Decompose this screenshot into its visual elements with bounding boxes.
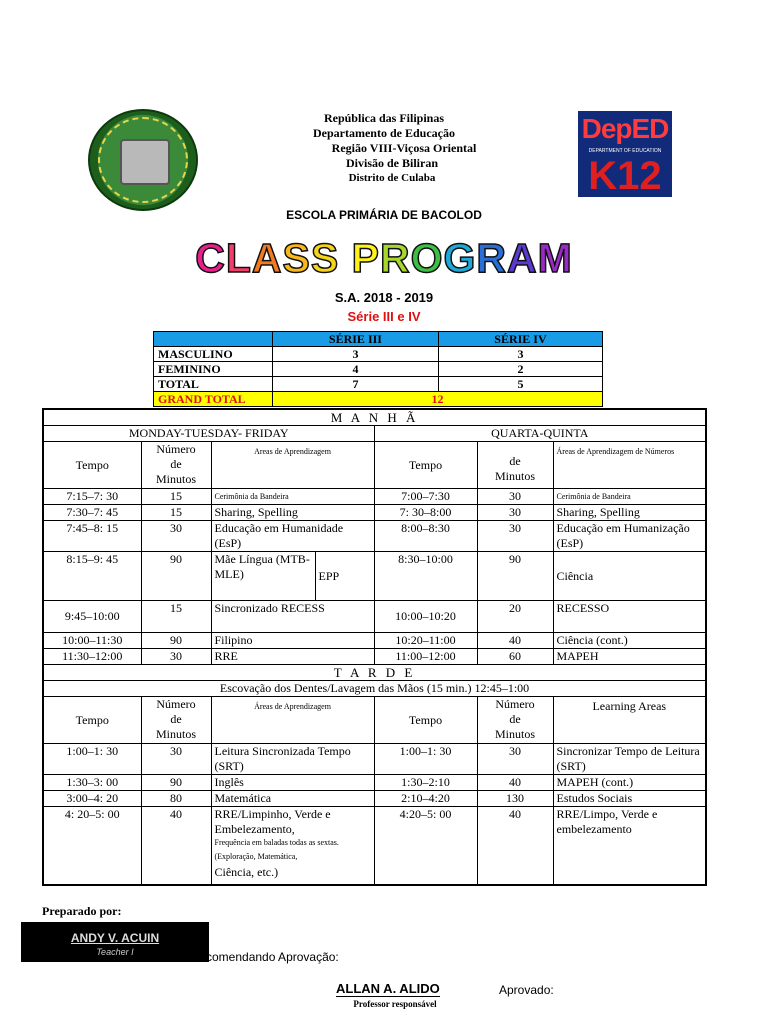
enrollment-label: MASCULINO (154, 347, 273, 362)
col-minutos-1: Número (495, 697, 535, 711)
area-cell: Cerimônia de Bandeira (553, 489, 706, 505)
minutes-cell: 15 (141, 505, 211, 521)
day-header-row (43, 426, 706, 442)
area-note-2: (Exploração, Matemática, (214, 852, 298, 861)
enrollment-header-cell (154, 332, 273, 347)
deped-logo-subtext: DEPARTMENT OF EDUCATION (578, 147, 672, 155)
left-day-label: MONDAY-TUESDAY- FRIDAY (43, 426, 374, 442)
title-letter: R (476, 235, 507, 281)
header-line-3: Região VIII-Viçosa Oriental (331, 141, 477, 155)
schedule-row (43, 807, 706, 885)
col-minutos-3: Minutos (155, 472, 196, 486)
area-cell: Ciência (cont.) (553, 633, 706, 649)
principal-role: Professor responsável (353, 999, 437, 1009)
title-letter: L (225, 235, 252, 281)
schedule-row (43, 505, 706, 521)
grand-total-row (154, 392, 603, 407)
minutes-cell: 80 (141, 791, 211, 807)
area-text-end: Ciência, etc.) (214, 865, 279, 879)
afternoon-col-areas-right: Learning Areas (553, 697, 706, 744)
teacher-name: ANDY V. ACUIN (70, 931, 160, 945)
minutes-cell: 30 (477, 744, 553, 775)
col-areas-right-fragment (481, 442, 550, 454)
schedule-row (43, 649, 706, 665)
minutes-cell: 30 (141, 521, 211, 552)
minutes-cell: 40 (141, 807, 211, 885)
page-title (0, 232, 768, 284)
area-cell: MAPEH (cont.) (553, 775, 706, 791)
area-cell: Sincronizado RECESS (211, 601, 374, 633)
enrollment-value: 2 (438, 362, 602, 377)
time-cell: 8:30–10:00 (374, 552, 477, 601)
area-cell: Mãe Língua (MTB-MLE) (211, 552, 315, 601)
area-cell: Ciência (553, 552, 706, 601)
afternoon-note-row (43, 681, 706, 697)
area-cell: Leitura Sincronizada Tempo (SRT) (211, 744, 374, 775)
area-note: Frequência em baladas todas as sextas. (214, 838, 339, 847)
col-tempo: Tempo (43, 697, 141, 744)
time-cell: 7: 30–8:00 (374, 505, 477, 521)
enrollment-header-row (154, 332, 603, 347)
col-areas-right: Áreas de Aprendizagem de Números (553, 442, 706, 489)
schedule-row (43, 775, 706, 791)
area-cell-epp: EPP (315, 552, 374, 601)
principal-name: ALLAN A. ALIDO (336, 981, 440, 996)
col-tempo-right: Tempo (374, 442, 477, 489)
enrollment-row (154, 362, 603, 377)
time-cell: 4: 20–5: 00 (43, 807, 141, 885)
minutes-cell: 30 (477, 489, 553, 505)
minutes-cell: 90 (141, 552, 211, 601)
col-minutos-right (477, 442, 553, 489)
col-minutos-1: Número (156, 697, 196, 711)
title-letter: P (351, 235, 380, 281)
col-minutos (141, 697, 211, 744)
area-cell: Educação em Humanização (EsP) (553, 521, 706, 552)
minutes-cell: 30 (141, 744, 211, 775)
title-letter: A (251, 235, 283, 281)
morning-section-row (43, 409, 706, 426)
area-cell: RECESSO (553, 601, 706, 633)
time-cell: 7:30–7: 45 (43, 505, 141, 521)
area-cell: Estudos Sociais (553, 791, 706, 807)
enrollment-value: 3 (438, 347, 602, 362)
col-minutos-1: Número (156, 442, 196, 456)
time-cell: 1:30–2:10 (374, 775, 477, 791)
area-cell: Sharing, Spelling (553, 505, 706, 521)
minutes-cell: 30 (141, 649, 211, 665)
afternoon-label: T A R D E (43, 665, 706, 681)
time-cell: 2:10–4:20 (374, 791, 477, 807)
teacher-signature-block (21, 922, 209, 962)
enrollment-value: 7 (273, 377, 439, 392)
schedule-row (43, 744, 706, 775)
enrollment-label: TOTAL (154, 377, 273, 392)
k12-logo-text: K12 (578, 155, 672, 197)
enrollment-row (154, 347, 603, 362)
time-cell: 11:30–12:00 (43, 649, 141, 665)
time-cell: 10:20–11:00 (374, 633, 477, 649)
minutes-cell: 60 (477, 649, 553, 665)
time-cell: 10:00–11:30 (43, 633, 141, 649)
area-cell: Cerimônia da Bandeira (211, 489, 374, 505)
afternoon-column-header-row (43, 697, 706, 744)
enrollment-header-cell: SÉRIE III (273, 332, 439, 347)
col-areas: Areas de Aprendizagem (211, 442, 374, 489)
col-minutos (141, 442, 211, 489)
col-minutos-right-3: Minutos (494, 469, 535, 483)
afternoon-section-row (43, 665, 706, 681)
prepared-by-label: Preparado por: (42, 904, 122, 918)
teacher-role: Teacher I (96, 947, 134, 957)
title-letter: S (282, 235, 311, 281)
minutes-cell: 40 (477, 807, 553, 885)
col-minutos-3: Minutos (155, 727, 196, 741)
col-minutos-2: de (509, 712, 521, 726)
area-cell (211, 807, 374, 885)
area-cell: Matemática (211, 791, 374, 807)
col-minutos-2: de (170, 712, 182, 726)
column-header-row (43, 442, 706, 489)
area-cell: Educação em Humanidade (EsP) (211, 521, 374, 552)
col-minutos-right-2: de (509, 454, 521, 468)
area-cell: RRE (211, 649, 374, 665)
minutes-cell: 40 (477, 775, 553, 791)
header-line-1: República das Filipinas (323, 111, 445, 125)
school-name: ESCOLA PRIMÁRIA DE BACOLOD (286, 208, 482, 222)
minutes-cell: 30 (477, 505, 553, 521)
schedule-row (43, 601, 706, 633)
header-line-5: Distrito de Culaba (348, 172, 436, 184)
minutes-cell: 15 (141, 601, 211, 633)
title-letter: G (443, 235, 477, 281)
time-cell: 7:45–8: 15 (43, 521, 141, 552)
enrollment-header-cell: SÉRIE IV (438, 332, 602, 347)
minutes-cell: 20 (477, 601, 553, 633)
minutes-cell: 90 (477, 552, 553, 601)
schedule-row (43, 791, 706, 807)
area-cell: MAPEH (553, 649, 706, 665)
schedule-row (43, 489, 706, 505)
school-year: S.A. 2018 - 2019 (334, 290, 434, 305)
time-cell: 1:30–3: 00 (43, 775, 141, 791)
afternoon-note: Escovação dos Dentes/Lavagem das Mãos (15 min.) 12:45–1:00 (43, 681, 706, 697)
col-minutos-right (477, 697, 553, 744)
area-cell: RRE/Limpo, Verde e embelezamento (553, 807, 706, 885)
area-cell: Filipino (211, 633, 374, 649)
afternoon-col-areas-left: Áreas de Aprendizagem (211, 697, 374, 744)
col-tempo: Tempo (43, 442, 141, 489)
grand-total-value: 12 (273, 392, 603, 407)
time-cell: 8:15–9: 45 (43, 552, 141, 601)
time-cell: 7:15–7: 30 (43, 489, 141, 505)
schedule-row (43, 521, 706, 552)
area-cell: Sincronizar Tempo de Leitura (SRT) (553, 744, 706, 775)
time-cell: 1:00–1: 30 (43, 744, 141, 775)
enrollment-value: 3 (273, 347, 439, 362)
enrollment-value: 4 (273, 362, 439, 377)
minutes-cell: 15 (141, 489, 211, 505)
col-tempo-right: Tempo (374, 697, 477, 744)
title-letter: S (310, 235, 340, 281)
col-minutos-3: Minutos (494, 727, 535, 741)
morning-label: M A N H Ã (43, 409, 706, 426)
minutes-cell: 90 (141, 633, 211, 649)
grand-total-label: GRAND TOTAL (154, 392, 273, 407)
title-letter: O (410, 235, 444, 281)
area-text: RRE/Limpinho, Verde e Embelezamento, (214, 807, 331, 836)
area-cell: Inglês (211, 775, 374, 791)
title-letter: R (379, 235, 411, 281)
minutes-cell: 40 (477, 633, 553, 649)
title-letter (339, 232, 351, 284)
class-schedule-table (42, 408, 707, 886)
approved-label: Aprovado: (499, 983, 554, 997)
time-cell: 9:45–10:00 (43, 601, 141, 633)
enrollment-label: FEMININO (154, 362, 273, 377)
schedule-row (43, 552, 706, 601)
time-cell: 3:00–4: 20 (43, 791, 141, 807)
title-letter: M (537, 235, 573, 281)
minutes-cell: 30 (477, 521, 553, 552)
time-cell: 8:00–8:30 (374, 521, 477, 552)
right-day-label: QUARTA-QUINTA (374, 426, 706, 442)
time-cell: 1:00–1: 30 (374, 744, 477, 775)
enrollment-row (154, 377, 603, 392)
deped-logo-text: DepED (578, 111, 672, 147)
area-cell: Sharing, Spelling (211, 505, 374, 521)
enrollment-table (153, 331, 603, 407)
minutes-cell: 90 (141, 775, 211, 791)
time-cell: 4:20–5: 00 (374, 807, 477, 885)
enrollment-value: 5 (438, 377, 602, 392)
header-line-2: Departamento de Educação (313, 126, 455, 140)
header-line-4: Divisão de Biliran (345, 156, 438, 170)
time-cell: 10:00–10:20 (374, 601, 477, 633)
minutes-cell: 130 (477, 791, 553, 807)
grade-levels: Série III e IV (347, 309, 421, 324)
time-cell: 7:00–7:30 (374, 489, 477, 505)
time-cell: 11:00–12:00 (374, 649, 477, 665)
col-minutos-2: de (170, 457, 182, 471)
title-letter: C (195, 235, 226, 281)
recommending-approval-label: comendando Aprovação: (206, 950, 339, 964)
schedule-row (43, 633, 706, 649)
title-letter: A (507, 235, 538, 281)
